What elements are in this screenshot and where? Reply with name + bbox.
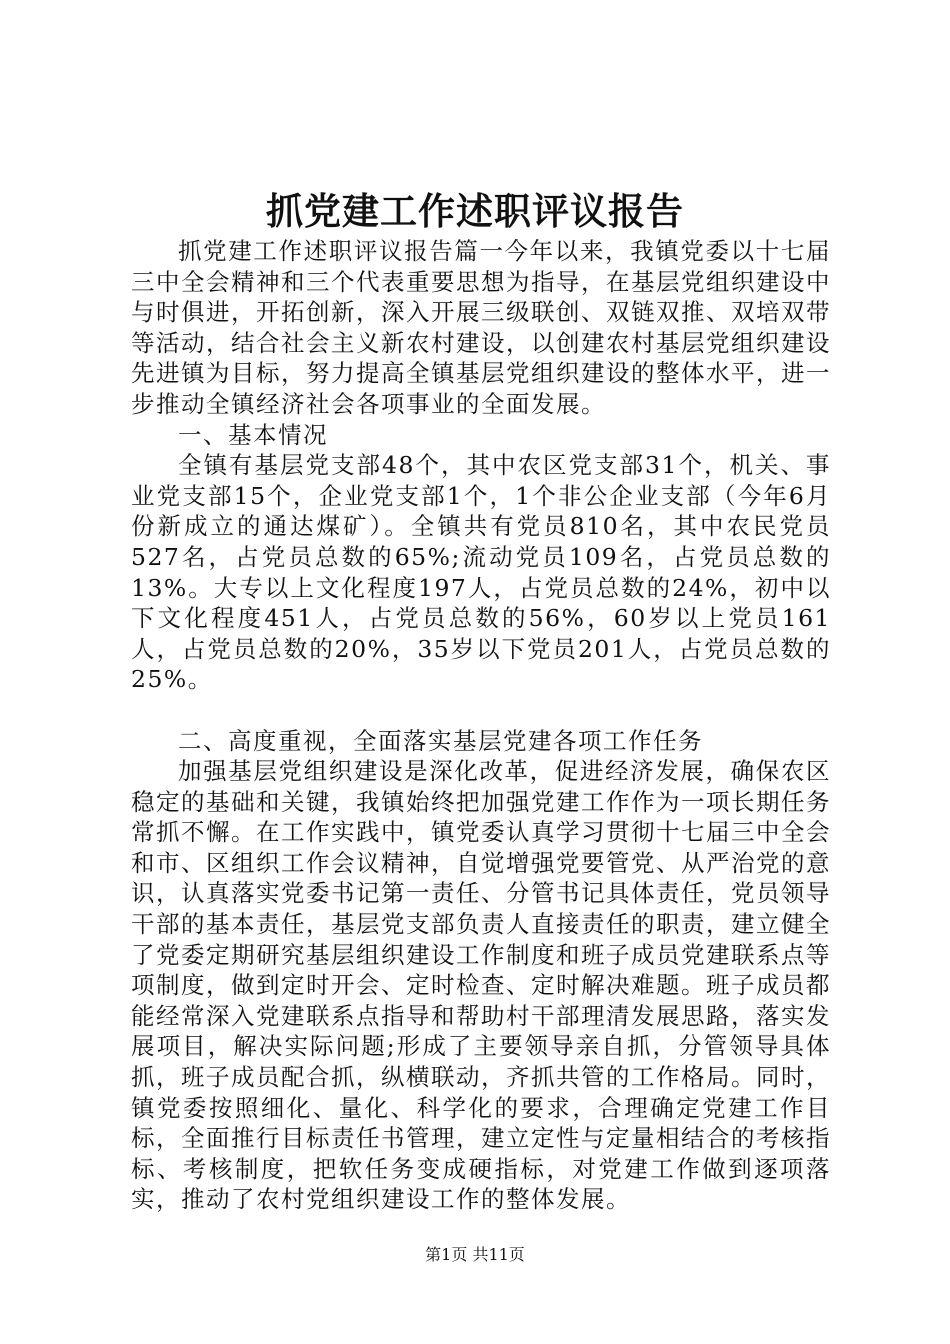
section-heading-basic: 一、基本情况 [178, 420, 328, 449]
document-title: 抓党建工作述职评议报告 [266, 189, 684, 233]
page-number-footer: 第1页 共11页 [425, 1245, 525, 1264]
intro-paragraph: 抓党建工作述职评议报告篇一今年以来，我镇党委以十七届三中全会精神和三个代表重要思想为指导，在基层党组织建设中与时俱进，开拓创新，深入开展三级联创、双链双推、双培双带等活动，结合社会主义新农村建设，以创建农村基层党组织建设先进镇为目标，努力提高全镇基层党组织建设的整体水平，进一步推动全镇经济社会各项事业的全面发展。 [131, 237, 831, 418]
basic-situation-paragraph: 全镇有基层党支部48个，其中农区党支部31个，机关、事业党支部15个，企业党支部1个，1个非公企业支部（今年6月份新成立的通达煤矿）。全镇共有党员810名，其中农民党员527名，占党员总数的65%;流动党员109名，占党员总数的13%。大专以上文化程度197人，占党员总数的24%，初中以下文化程度451人，占党员总数的56%，60岁以上党员161人，占党员总数的20%，35岁以下党员201人，占党员总数的25%。 [131, 451, 831, 694]
document-body [131, 236, 831, 1215]
section-heading-work: 二、高度重视，全面落实基层党建各项工作任务 [178, 726, 703, 755]
paragraph-spacer [131, 695, 831, 726]
work-paragraph: 加强基层党组织建设是深化改革，促进经济发展，确保农区稳定的基础和关键，我镇始终把加强党建工作作为一项长期任务常抓不懈。在工作实践中，镇党委认真学习贯彻十七届三中全会和市、区组织工作会议精神，自觉增强党要管党、从严治党的意识，认真落实党委书记第一责任、分管书记具体责任，党员领导干部的基本责任，基层党支部负责人直接责任的职责，建立健全了党委定期研究基层组织建设工作制度和班子成员党建联系点等项制度，做到定时开会、定时检查、定时解决难题。班子成员都能经常深入党建联系点指导和帮助村干部理清发展思路，落实发展项目，解决实际问题;形成了主要领导亲自抓，分管领导具体抓，班子成员配合抓，纵横联动，齐抓共管的工作格局。同时，镇党委按照细化、量化、科学化的要求，合理确定党建工作目标，全面推行目标责任书管理，建立定性与定量相结合的考核指标、考核制度，把软任务变成硬指标，对党建工作做到逐项落实，推动了农村党组织建设工作的整体发展。 [131, 757, 831, 1214]
